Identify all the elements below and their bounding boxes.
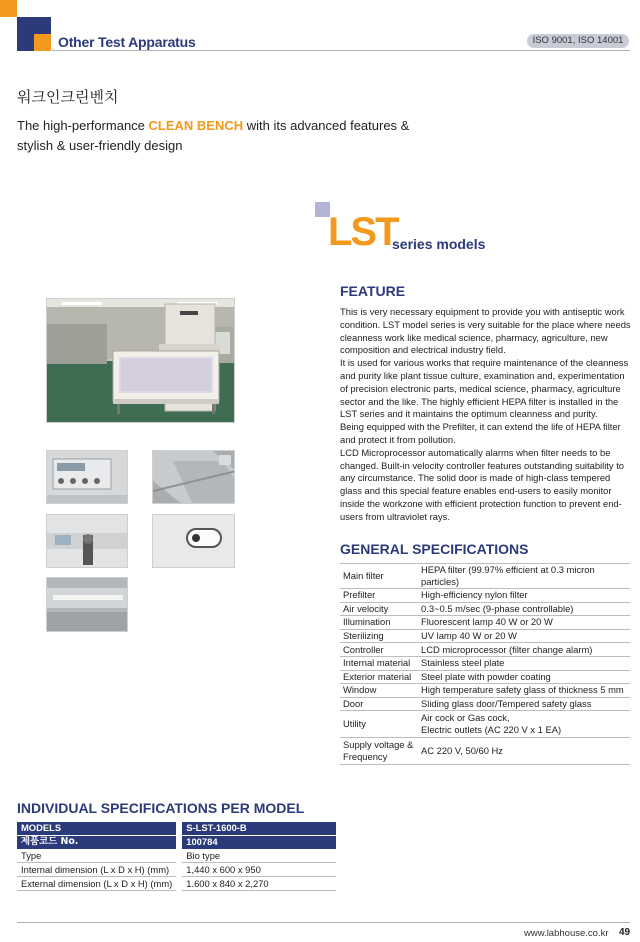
spec-value: 0.3~0.5 m/sec (9-phase controllable)	[418, 602, 630, 616]
model-name: S-LST-1600-B	[182, 822, 336, 836]
table-row	[17, 850, 336, 864]
spec-label: Utility	[340, 711, 418, 738]
table-row	[340, 616, 630, 630]
table-row	[340, 684, 630, 698]
table-row	[340, 602, 630, 616]
footer-divider	[17, 922, 630, 923]
spec-value: High-efficiency nylon filter	[418, 589, 630, 603]
general-specs-heading: GENERAL SPECIFICATIONS	[340, 541, 529, 557]
feature-paragraph: Being equipped with the Prefilter, it can extend the life of HEPA filter and protect it from pollution.	[340, 421, 621, 445]
table-row	[17, 836, 336, 850]
spec-value: High temperature safety glass of thickness 5 mm	[418, 684, 630, 698]
spec-label: Internal dimension (L x D x H) (mm)	[17, 863, 176, 877]
table-row	[340, 738, 630, 765]
table-row	[340, 629, 630, 643]
spec-label: Internal material	[340, 656, 418, 670]
spec-value	[418, 711, 630, 738]
spec-value: Stainless steel plate	[418, 656, 630, 670]
spec-label: Prefilter	[340, 589, 418, 603]
utility-valve-photo	[47, 515, 128, 568]
tagline-part-2: with its advanced features & stylish & user-friendly design	[17, 118, 410, 153]
spec-label: Type	[17, 850, 176, 864]
table-row	[340, 564, 630, 589]
table-row	[340, 589, 630, 603]
spec-value-line: Electric outlets (AC 220 V x 1 EA)	[421, 724, 562, 736]
general-specs-table	[340, 563, 630, 765]
spec-value: UV lamp 40 W or 20 W	[418, 629, 630, 643]
feature-heading: FEATURE	[340, 283, 406, 299]
spec-label-line: Frequency	[343, 751, 388, 763]
spec-label: Air velocity	[340, 602, 418, 616]
orange-square-decor	[34, 34, 51, 51]
spec-value: Fluorescent lamp 40 W or 20 W	[418, 616, 630, 630]
section-title: Other Test Apparatus	[58, 34, 196, 50]
korean-product-title: 워크인크린벤치	[17, 88, 119, 106]
fluorescent-lamp-photo	[47, 578, 128, 632]
product-tagline	[17, 116, 437, 156]
spec-value: Steel plate with powder coating	[418, 670, 630, 684]
spec-label: External dimension (L x D x H) (mm)	[17, 877, 176, 891]
table-row	[340, 697, 630, 711]
page-number: 49	[619, 927, 631, 938]
lamp-photo	[46, 577, 128, 632]
spec-label: Door	[340, 697, 418, 711]
orange-square-decor	[0, 0, 17, 17]
door-handle-photo	[152, 514, 235, 568]
spec-value-line: Air cock or Gas cock,	[421, 712, 510, 724]
navy-square-decor	[17, 34, 34, 51]
spec-label: Illumination	[340, 616, 418, 630]
handle-detail-photo	[153, 515, 235, 568]
individual-specs-heading: INDIVIDUAL SPECIFICATIONS PER MODEL	[17, 800, 305, 816]
header-logo-squares	[0, 0, 52, 52]
header-divider	[52, 50, 630, 51]
spec-value: Sliding glass door/Tempered safety glass	[418, 697, 630, 711]
series-subtitle: series models	[392, 236, 486, 252]
interior-photo	[152, 450, 235, 504]
spec-value: HEPA filter (99.97% efficient at 0.3 micron particles)	[418, 564, 630, 589]
table-row	[17, 877, 336, 891]
control-panel-photo	[46, 450, 128, 504]
stainless-interior-photo	[153, 451, 235, 504]
spec-label	[340, 738, 418, 765]
spec-label: Main filter	[340, 564, 418, 589]
feature-paragraph: It is used for various works that require maintenance of the cleanness and purity like plant tissue culture, examination and, experimentation of precision electronic parts, medical science, pharmacy, agriculture sector and the like. The highly efficient HEPA filter is installed in the LST series and it maintains the optimum cleanness and purity.	[340, 357, 629, 420]
clean-bench-room-photo	[47, 299, 235, 423]
navy-square-decor	[17, 17, 34, 34]
tagline-highlight: CLEAN BENCH	[148, 118, 244, 133]
spec-value: 1,440 x 600 x 950	[182, 863, 336, 877]
table-row	[340, 643, 630, 657]
spec-value: AC 220 V, 50/60 Hz	[418, 738, 630, 765]
spec-value: LCD microprocessor (filter change alarm)	[418, 643, 630, 657]
spec-label: Window	[340, 684, 418, 698]
spec-label-line: Supply voltage &	[343, 739, 414, 751]
series-name: LST	[328, 210, 398, 254]
feature-paragraph: LCD Microprocessor automatically alarms when filter needs to be changed. Built-in velocity controller features outstanding suitability to any circumstance. The solid door is made of high-class tempered glass and this special feature enables end-users to easily monitor inside the workzone with efficient protection function to prevent end-users from ultraviolet rays.	[340, 446, 625, 522]
table-row	[340, 656, 630, 670]
individual-specs-table	[17, 822, 336, 891]
spec-value: 1.600 x 840 x 2,270	[182, 877, 336, 891]
models-header: MODELS	[17, 822, 176, 836]
feature-description	[340, 306, 631, 524]
product-code: 100784	[182, 836, 336, 850]
outlet-photo	[46, 514, 128, 568]
footer-url[interactable]: www.labhouse.co.kr	[524, 928, 609, 939]
table-row	[340, 711, 630, 738]
feature-paragraph: This is very necessary equipment to provide you with antiseptic work condition. LST model series is very suitable for the place where needs cleanness work like medical science, pharmacy, agriculture, new composition and electrical industry field.	[340, 306, 631, 356]
tagline-part-1: The high-performance	[17, 118, 149, 133]
product-code-label: 제품코드 No.	[17, 836, 176, 850]
lcd-panel-photo	[47, 451, 128, 504]
spec-label: Exterior material	[340, 670, 418, 684]
spec-value: Bio type	[182, 850, 336, 864]
table-row	[17, 822, 336, 836]
navy-square-decor	[34, 17, 51, 34]
spec-label: Sterilizing	[340, 629, 418, 643]
table-row	[17, 863, 336, 877]
certification-badge: ISO 9001, ISO 14001	[527, 34, 629, 48]
spec-label: Controller	[340, 643, 418, 657]
main-product-photo	[46, 298, 235, 423]
table-row	[340, 670, 630, 684]
